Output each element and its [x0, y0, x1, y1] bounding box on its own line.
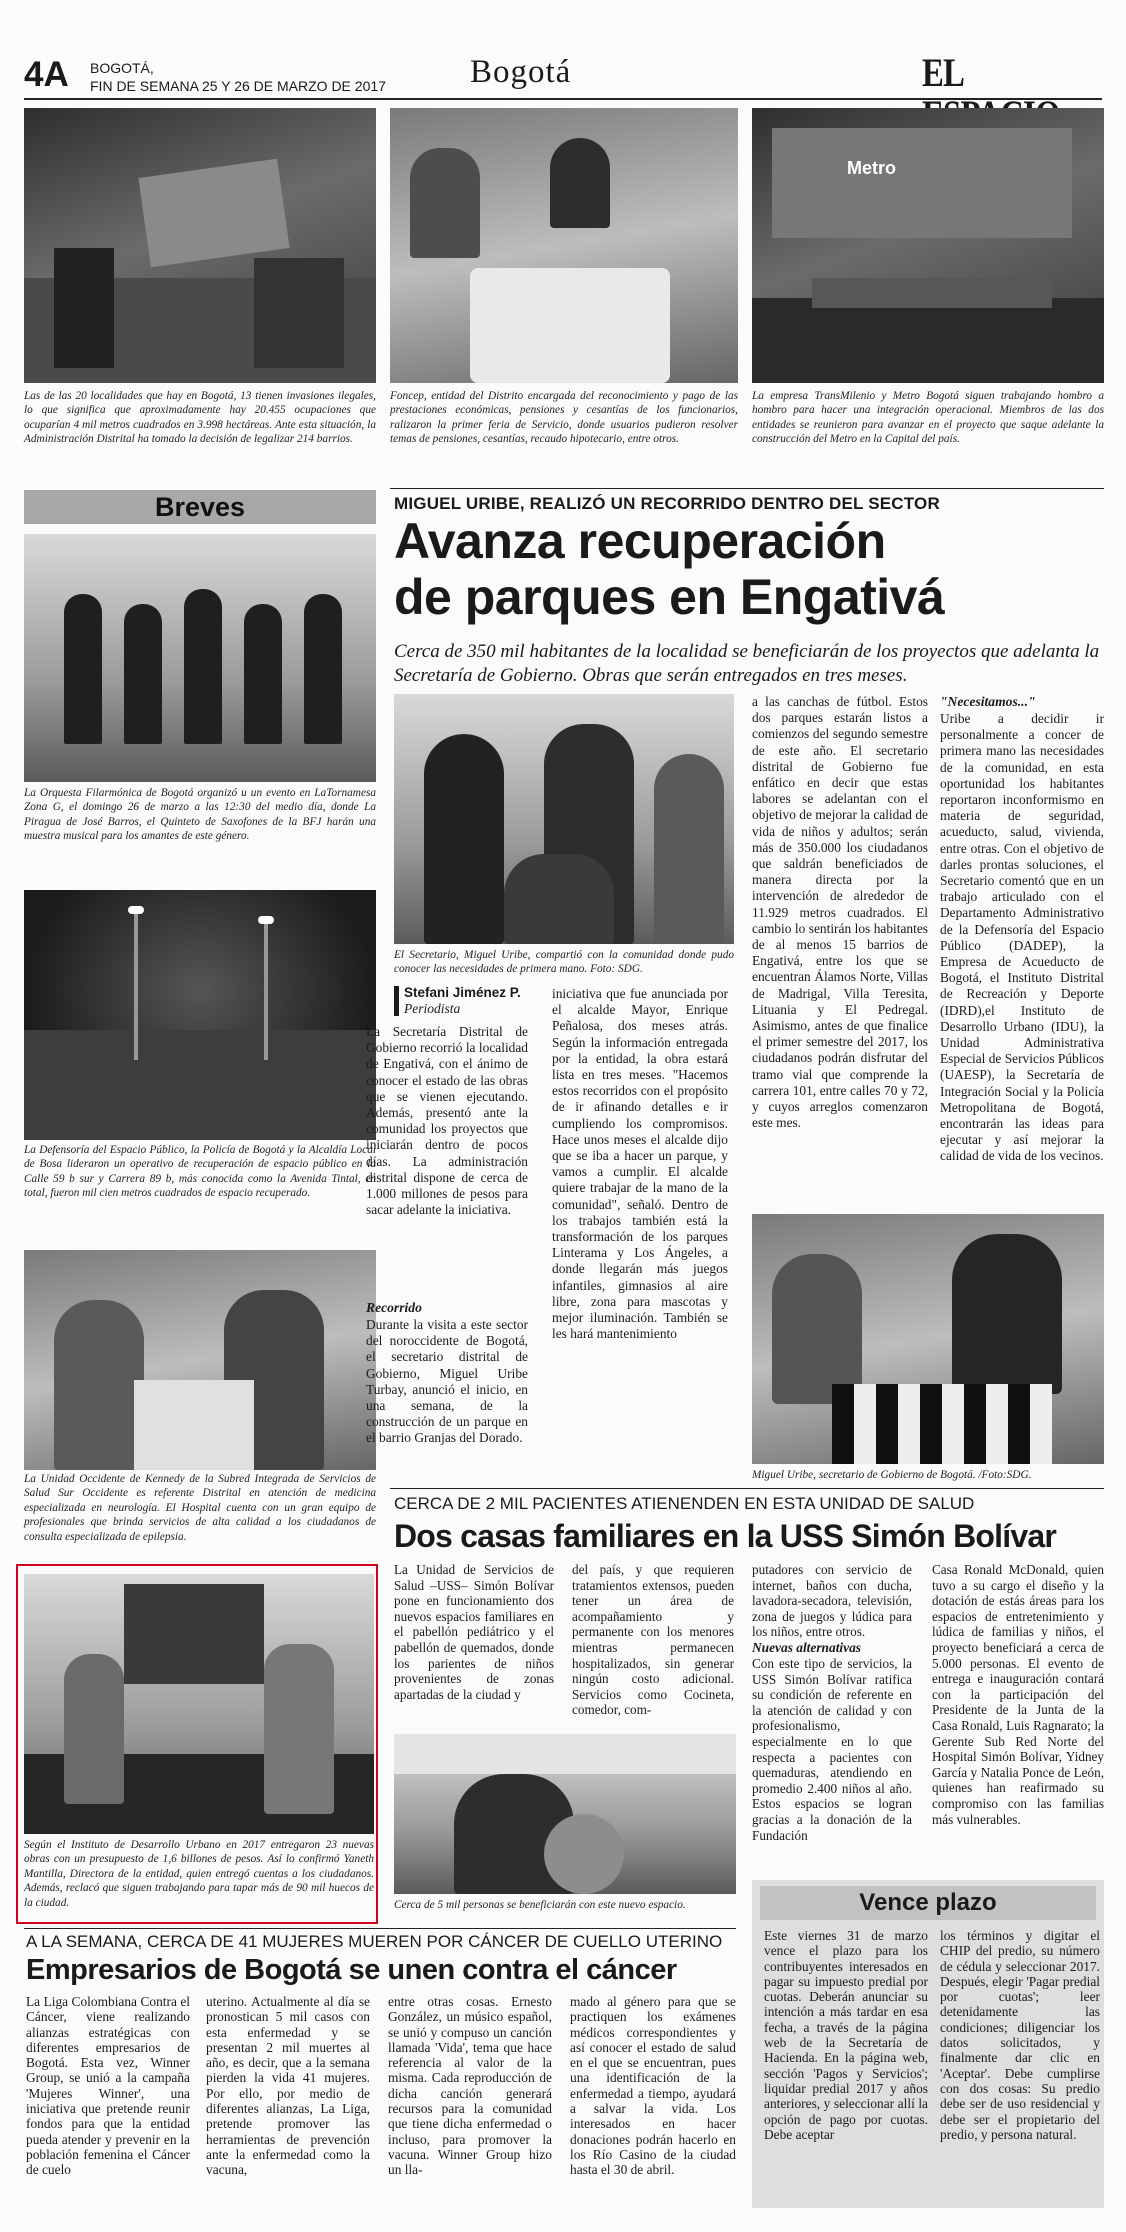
photo-foncep-fair: [390, 108, 738, 383]
vence-col2: los términos y digitar el CHIP del predio, su número de cédula y seleccionar 2017. Después, elegir 'Pagar predial por cuotas'; leer detenidamente las condiciones; diligenciar los datos solicitados, y finalmente dar clic en 'Aceptar'. Debe cumplirse con dos cosas: Su predio debe ser de uso residencial y debe ser el propietario del predio, y persona natural.: [940, 1928, 1100, 2142]
uss-col1: La Unidad de Servicios de Salud –USS– Simón Bolívar pone en funcionamiento dos nuevos espacios familiares en el pabellón pediátrico y el pabellón de quemados, donde los parientes de niños provenientes de zonas apartadas de la ciudad y: [394, 1562, 554, 1702]
main-col1b: Durante la visita a este sector del noroccidente de Bogotá, el secretario distrital de Gobierno, Miguel Uribe Turbay, anunció el inicio, en una semana, de la construcción de un parque en el barrio Granjas del Dorado.: [366, 1317, 528, 1446]
byline-bullet-square: [394, 986, 399, 1016]
photo-family-space: [394, 1734, 736, 1894]
breves-caption-4: Según el Instituto de Desarrollo Urbano en 2017 entregaron 23 nuevas obras con un presupuesto de 1,6 billones de pesos. Así lo confirmó Yaneth Mantilla, Directora de la entidad, quien entregó cuentas a los ciudadanos. Además, reclacó que siguen trabajando para tapar más de 90 mil huecos de la ciudad.: [24, 1839, 374, 1909]
main-col1-subhead: Recorrido: [366, 1300, 422, 1315]
cancer-kicker: A LA SEMANA, CERCA DE 41 MUJERES MUEREN POR CÁNCER DE CUELLO UTERINO: [26, 1932, 723, 1951]
photo-road-works: [24, 1574, 374, 1834]
header-date: FIN DE SEMANA 25 Y 26 DE MARZO DE 2017: [90, 78, 386, 94]
breves-caption-3: La Unidad Occidente de Kennedy de la Subred Integrada de Servicios de Salud Sur Occidente es referente Distrital en atención de medicina especializada en neurología. El Hospital cuenta con un gran equipo de profesionales que brinda servicios de alta calidad a los ciudadanos de consulta especializada de epilepsia.: [24, 1473, 376, 1543]
byline-role: Periodista: [404, 1001, 461, 1016]
cancer-col1: La Liga Colombiana Contra el Cáncer, viene realizando alianzas estratégicas con diferentes empresarios de Bogotá. Esta vez, Winner Group, se unió a la campaña 'Mujeres Winner', una iniciativa que pretende reunir fondos para que la entidad pueda atender y prevenir en la población femenina el Cáncer de cuelo: [26, 1994, 190, 2178]
caption-invasions: Las de las 20 localidades que hay en Bogotá, 13 tienen invasiones ilegales, lo que significa que aproximadamente hay 20.455 ocupaciones que ocuparían 4 mil metros cuadrados en 3.998 hectáreas. Ante esta situación, la Administración Distrital ha tomado la decisión de legalizar 214 barrios.: [24, 390, 376, 446]
photo1-caption: El Secretario, Miguel Uribe, compartió con la comunidad donde pudo conocer las necesidades de primera mano. Foto: SDG.: [394, 949, 734, 976]
main-col4: Uribe a decidir ir personalmente a concer de primera mano las necesidades de la comunidad, en esta oportunidad los habitantes reportaron inconformismo en materia de seguridad, acueducto, salud, vivienda, entre otras. Con el objetivo de darles prontas soluciones, el Secretario comentó que en un trabajo articulado con el Departamento Administrativo de la Defensoría del Espacio Público (DADEP), la Empresa de Acueducto de Bogotá, el Instituto Distrital de Recreación y Deporte (IDRD),el Instituto de Desarrollo Urbano (IDU), la Unidad Administrativa Especial de Servicios Públicos (UAESP), la Secretaría de Integración Social y la Policía Metropolitana de Bogotá, encontrarán las ideas para ejecutar y así mejorar la calidad de vida de los vecinos.: [940, 711, 1105, 1164]
cancer-headline: Empresarios de Bogotá se unen contra el cáncer: [26, 1954, 677, 1986]
main-deck: Cerca de 350 mil habitantes de la localidad se beneficiarán de los proyectos que adelanta la Secretaría de Gobierno. Obras que serán entregados en tres meses.: [394, 641, 1100, 686]
uss-top-rule: [390, 1488, 1104, 1489]
cancer-col4: mado al género para que se practiquen los exámenes médicos correspondientes y así conocer el estado de salud en el que se encuentran, pues una identificación de la enfermedad a tiempo, ayudará a salvar la vida. Los interesados en hacer donaciones podrán hacerlo en los Río Casino de la ciudad hasta el 30 de abril.: [570, 1994, 736, 2178]
main-col1: La Secretaría Distrital de Gobierno recorrió la localidad de Engativá, con el ánimo de conocer el estado de las obras que se vienen ejecutando. Además, presentó ante la comunidad los proyectos que iniciarán dentro de pocos días. La administración distrital dispone de cerca de 1.000 millones de pesos para sacar adelante la iniciativa.: [366, 1024, 528, 1218]
main-col3: a las canchas de fútbol. Estos dos parques estarán listos a comienzos del segundo semestre de este año. El secretario distrital de Gobierno fue enfático en decir que estas labores se adelantan con el objetivo de mejorar la calidad de vida de niños y adultos; serán más de 350.000 los ciudadanos que saldrán beneficiados de manera directa por la intervención de alrededor de 11.929 metros cuadrados. El cambio lo sentirán los habitantes de al menos 15 barrios de Engativá, entre los que se encuentran Álamos Norte, Villas de Madrigal, Villa Teresita, Lituania y El Pedregal. Asimismo, antes de que finalice el primer semestre del 2017, los ciudadanos podrán disfrutar del tramo vial que comprende la carrera 101, entre calles 70 y 72, y cuyos arreglos comenzaron este mes.: [752, 694, 928, 1131]
uss-col3-subhead: Nuevas alternativas: [752, 1640, 861, 1655]
masthead-logo: EL: [922, 50, 963, 95]
vence-col1: Este viernes 31 de marzo vence el plazo para los contribuyentes interesados en pagar su impuesto predial por cuotas. Deberán anunciar su intención a más tardar en esa fecha, a través de la página web de la Secretaría de Hacienda. En la página web, sección 'Pagos y Servicios'; liquidar predial 2017 y años anteriores, y seleccionar allí la opción de pago por cuotas. Debe aceptar: [764, 1928, 928, 2142]
caption-metro: La empresa TransMilenio y Metro Bogotá siguen trabajando hombro a hombro para hacer una integración operacional. Miembros de las dos entidades se reunieron para avanzar en el proyecto que saque adelante la construcción del Metro en la Capital del país.: [752, 390, 1104, 446]
caption-foncep: Foncep, entidad del Distrito encargada del reconocimiento y pago de las prestaciones económicas, pensiones y cesantías de los funcionarios, ralizaron la primer feria de Servicio, donde usuarios pudieron resolver temas de pensiones, cesantías, recaudo hipotecario, entre otros.: [390, 390, 738, 446]
photo-invasions: [24, 108, 376, 383]
photo-orchestra: [24, 534, 376, 782]
uss-col4: Casa Ronald McDonald, quien tuvo a su cargo el diseño y la dotación de estás áreas para los espacios de entretenimiento y lúdica de familias y niños, el proyecto beneficiará a cerca de 5.000 personas. El evento de entrega e inauguración contará con la participación del Presidente de la Junta de la Casa Ronald, Luis Ragnarato; la Gerente Sub Red Norte del Hospital Simón Bolívar, Yidney García y Natalia Ponce de León, quienes han reafirmado su compromiso con las familias más vulnerables.: [932, 1562, 1104, 1827]
vence-title: Vence plazo: [859, 1889, 997, 1916]
photo-uribe-chess: [752, 1214, 1104, 1464]
cancer-col2: uterino. Actualmente al día se pronostican 5 mil casos con esta enfermedad y se presentan 2 mil muertes al año, es decir, que a la semana pierden la vida 41 mujeres. Por ello, por medio de diferentes alianzas, La Liga, pretende promover las herramientas de prevención ante la enfermedad como la vacuna,: [206, 1994, 370, 2178]
uss-col2: del país, y que requieren tratamientos extensos, pueden tener un área de acompañamiento y permanente con los menores mientras permanecen hospitalizados, sin generar ningún costo adicional. Servicios como Cocineta, comedor, com-: [572, 1562, 734, 1718]
uss-photo-caption: Cerca de 5 mil personas se beneficiarán con este nuevo espacio.: [394, 1899, 686, 1911]
cancer-top-rule: [24, 1928, 736, 1929]
uss-col3: putadores con servicio de internet, baños con ducha, lavadora-secadora, televisión, zona de juegos y lúdica para los niños, entre otros.: [752, 1562, 912, 1640]
uss-col3b: Con este tipo de servicios, la USS Simón Bolívar ratifica su condición de referente en la atención de calidad y con profesionalismo, especialmente en lo que respecta a pacientes con quemaduras, atendiendo en promedio 2.400 niños al año. Estos espacios se logran gracias a la donación de la Fundación: [752, 1656, 912, 1843]
breves-caption-2: La Defensoría del Espacio Público, la Policía de Bogotá y la Alcaldía Local de Bosa lideraron un operativo de recuperación de espacio público en la Calle 59 b sur y Carrera 89 b, más conocida como la Avenida Tintal, en total, fueron mil cien metros cuadrados de espacio recuperado.: [24, 1144, 376, 1200]
section-title: Bogotá: [470, 54, 572, 90]
photo-uribe-community: [394, 694, 734, 944]
page-number: 4A: [24, 55, 69, 94]
header-rule: [24, 98, 1102, 100]
metro-screen-text: Metro: [847, 158, 896, 178]
main-top-rule: [390, 488, 1104, 489]
byline-name: Stefani Jiménez P.: [404, 985, 521, 1000]
header-city: BOGOTÁ,: [90, 60, 154, 76]
main-col2: iniciativa que fue anunciada por el alcalde Mayor, Enrique Peñalosa, dos meses atrás. Según la información entregada por la entidad, la obra estará lista en tres meses. "Hacemos estos recorridos con el propósito de ir afinando detalles e ir cumpliendo los compromisos. Hace unos meses el alcalde dijo que se iba a hacer un parque, y vamos a cumplir. El alcalde quiere trabajar de la mano de la comunidad", señaló. Dentro de los trabajos también está la transformación de los parques Linterama y Los Ángeles, a donde llegarán más juegos infantiles, gimnasios al aire libre, zona para mascotas y mejor iluminación. También se les hará mantenimiento: [552, 986, 728, 1342]
photo2-caption: Miguel Uribe, secretario de Gobierno de Bogotá. /Foto:SDG.: [752, 1469, 1032, 1481]
photo-metro-meeting: [752, 108, 1104, 383]
main-headline-line2: de parques en Engativá: [394, 569, 945, 625]
breves-title: Breves: [154, 492, 246, 522]
photo-neurology: [24, 1250, 376, 1470]
uss-kicker: CERCA DE 2 MIL PACIENTES ATIENENDEN EN ESTA UNIDAD DE SALUD: [394, 1494, 975, 1513]
uss-headline: Dos casas familiares en la USS Simón Bolívar: [394, 1518, 1056, 1554]
main-headline-line1: Avanza recuperación: [394, 513, 886, 569]
cancer-col3: entre otras cosas. Ernesto González, un músico español, se unió y compuso un canción llamada 'Vida', tema que hace referencia al valor de la misma. Cada reproducción de dicha canción generará recursos para la comunidad que tiene dicha enfermedad o incluso, para promover la vacuna. Winner Group hizo un lla-: [388, 1994, 552, 2178]
breves-caption-1: La Orquesta Filarmónica de Bogotá organizó u un evento en LaTornamesa Zona G, el domingo 26 de marzo a las 12:30 del medio día, donde La Piragua de José Barros, el Quinteto de Saxofones de la BFJ harán una muestra musical para los amantes de este género.: [24, 787, 376, 843]
photo-avenida-tintal: [24, 890, 376, 1140]
main-kicker: MIGUEL URIBE, REALIZÓ UN RECORRIDO DENTRO DEL SECTOR: [394, 494, 940, 513]
main-col4-subhead: "Necesitamos...": [940, 694, 1036, 709]
